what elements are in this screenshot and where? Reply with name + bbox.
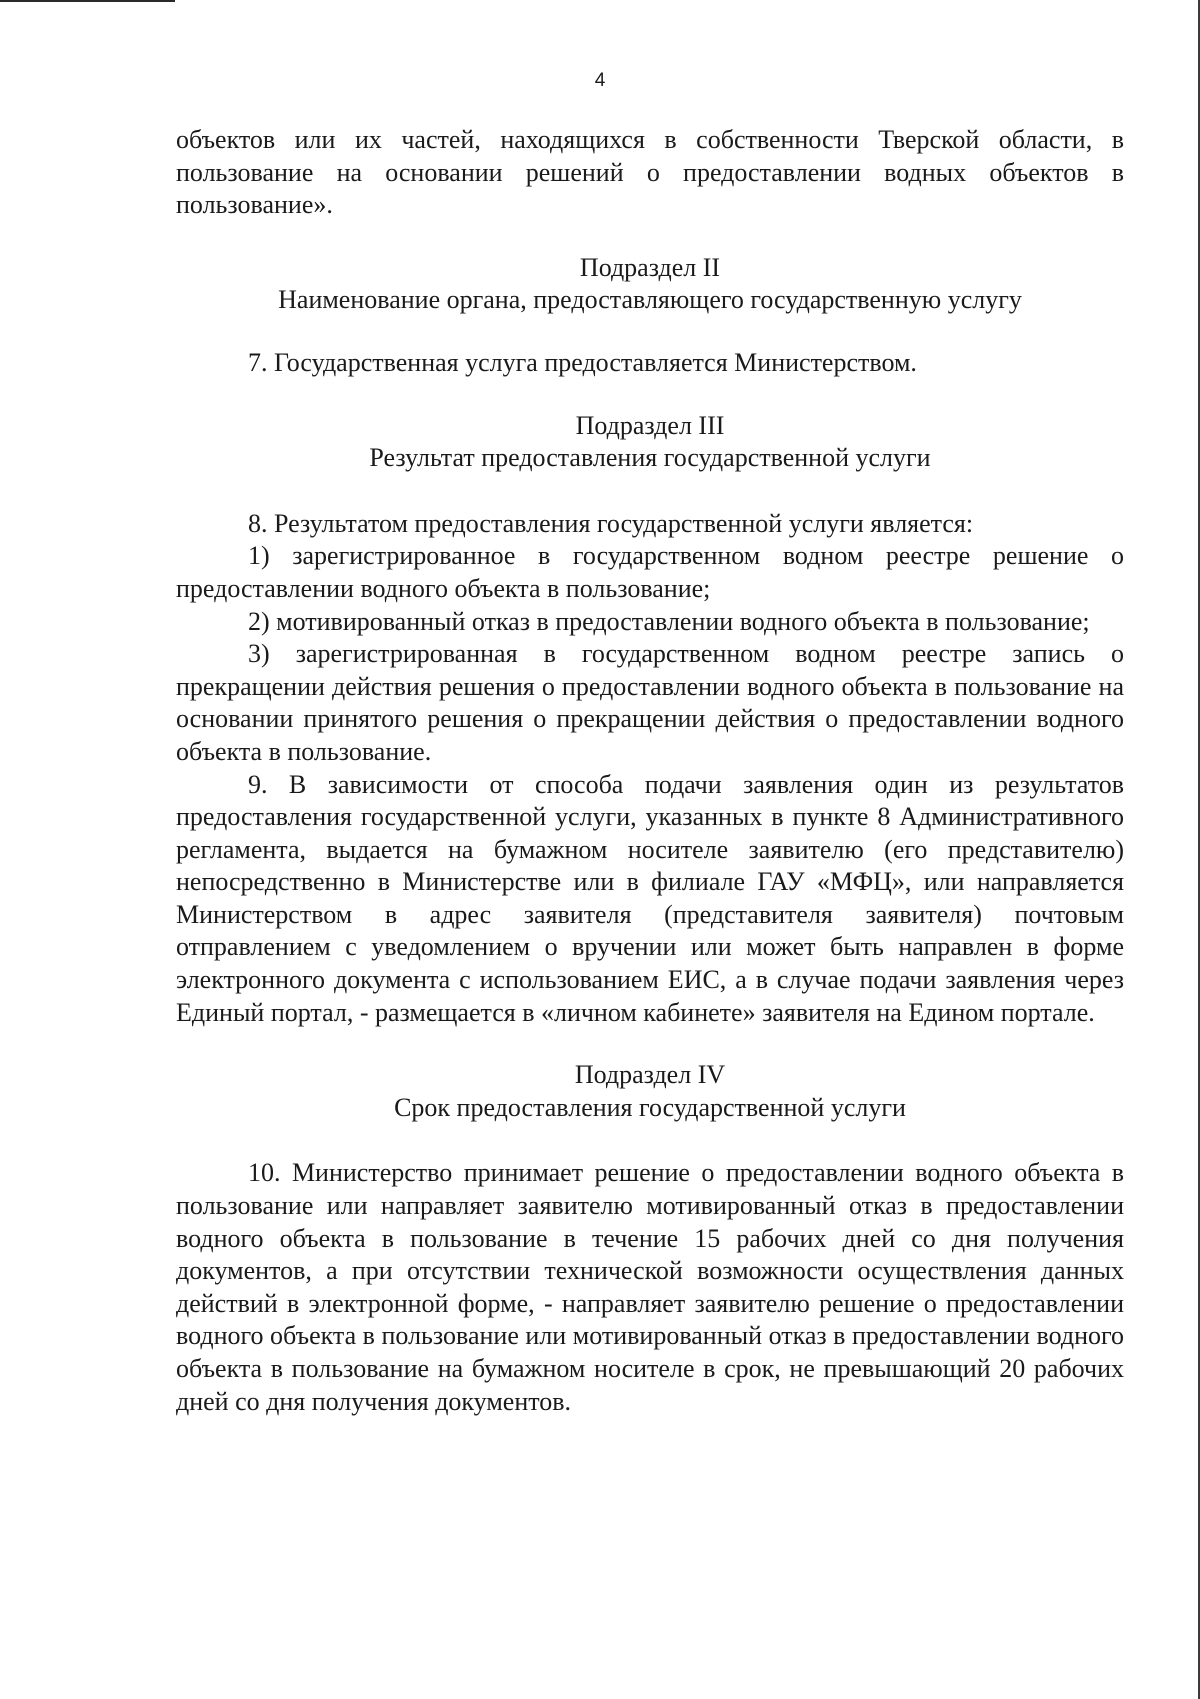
paragraph-10: 10. Министерство принимает решение о предоставлении водного объекта в пользование или направляет заявителю мотивированный отказ в предоставлении водного объекта в пользование в течение 15 рабочих дней со дня получения документов, а при отсутствии технической возможности осуществления данных действий в электронной форме, - направляет заявителю решение о предоставлении водного объекта в пользование или мотивированный отказ в предоставлении водного объекта в пользование на бумажном носителе в срок, не превышающий 20 рабочих дней со дня получения документов.	[176, 1158, 1124, 1416]
paragraph-7: 7. Государственная услуга предоставляется Министерством.	[248, 347, 917, 377]
spacer	[176, 317, 1124, 347]
section-2-title: Подраздел II	[579, 252, 721, 282]
spacer	[176, 475, 1124, 508]
section-3-heading	[176, 410, 1124, 475]
paragraph-9: 9. В зависимости от способа подачи заявления один из результатов предоставления государственной услуги, указанных в пункте 8 Административного регламента, выдается на бумажном носителе заявителю (его представителю) непосредственно в Министерстве или в филиале ГАУ «МФЦ», или направляется Министерством в адрес заявителя (представителя заявителя) почтовым отправлением с уведомлением о вручении или может быть направлен в форме электронного документа с использованием ЕИС, а в случае подачи заявления через Единый портал, - размещается в «личном кабинете» заявителя на Едином портале.	[176, 769, 1124, 1027]
spacer	[176, 222, 1124, 252]
section-4-subtitle: Срок предоставления государственной услуги	[394, 1092, 906, 1122]
spacer	[176, 380, 1124, 410]
paragraph-8: 8. Результатом предоставления государственной услуги является:	[248, 508, 974, 538]
document-body	[176, 124, 1124, 1418]
section-4-heading	[176, 1059, 1124, 1124]
section-3-subtitle: Результат предоставления государственной услуги	[369, 443, 931, 473]
intro-paragraph: объектов или их частей, находящихся в собственности Тверской области, в пользование на основании решений о предоставлении водных объектов в пользование».	[176, 125, 1124, 220]
paragraph-8-item-1: 1) зарегистрированное в государственном водном реестре решение о предоставлении водного объекта в пользование;	[176, 541, 1124, 603]
scan-edge-top	[0, 0, 175, 2]
spacer	[176, 1124, 1124, 1157]
paragraph-8-item-3: 3) зарегистрированная в государственном водном реестре запись о прекращении действия решения о предоставлении водного объекта в пользование на основании принятого решения о прекращении действия о предоставлении водного объекта в пользование.	[176, 639, 1124, 766]
spacer	[176, 1029, 1124, 1059]
section-2-heading	[176, 252, 1124, 317]
section-4-title: Подраздел IV	[574, 1060, 726, 1090]
paragraph-8-item-2: 2) мотивированный отказ в предоставлении водного объекта в пользование;	[248, 606, 1090, 636]
section-3-title: Подраздел III	[575, 410, 725, 440]
page-number: 4	[594, 70, 606, 91]
section-2-subtitle: Наименование органа, предоставляющего государственную услугу	[278, 285, 1022, 315]
